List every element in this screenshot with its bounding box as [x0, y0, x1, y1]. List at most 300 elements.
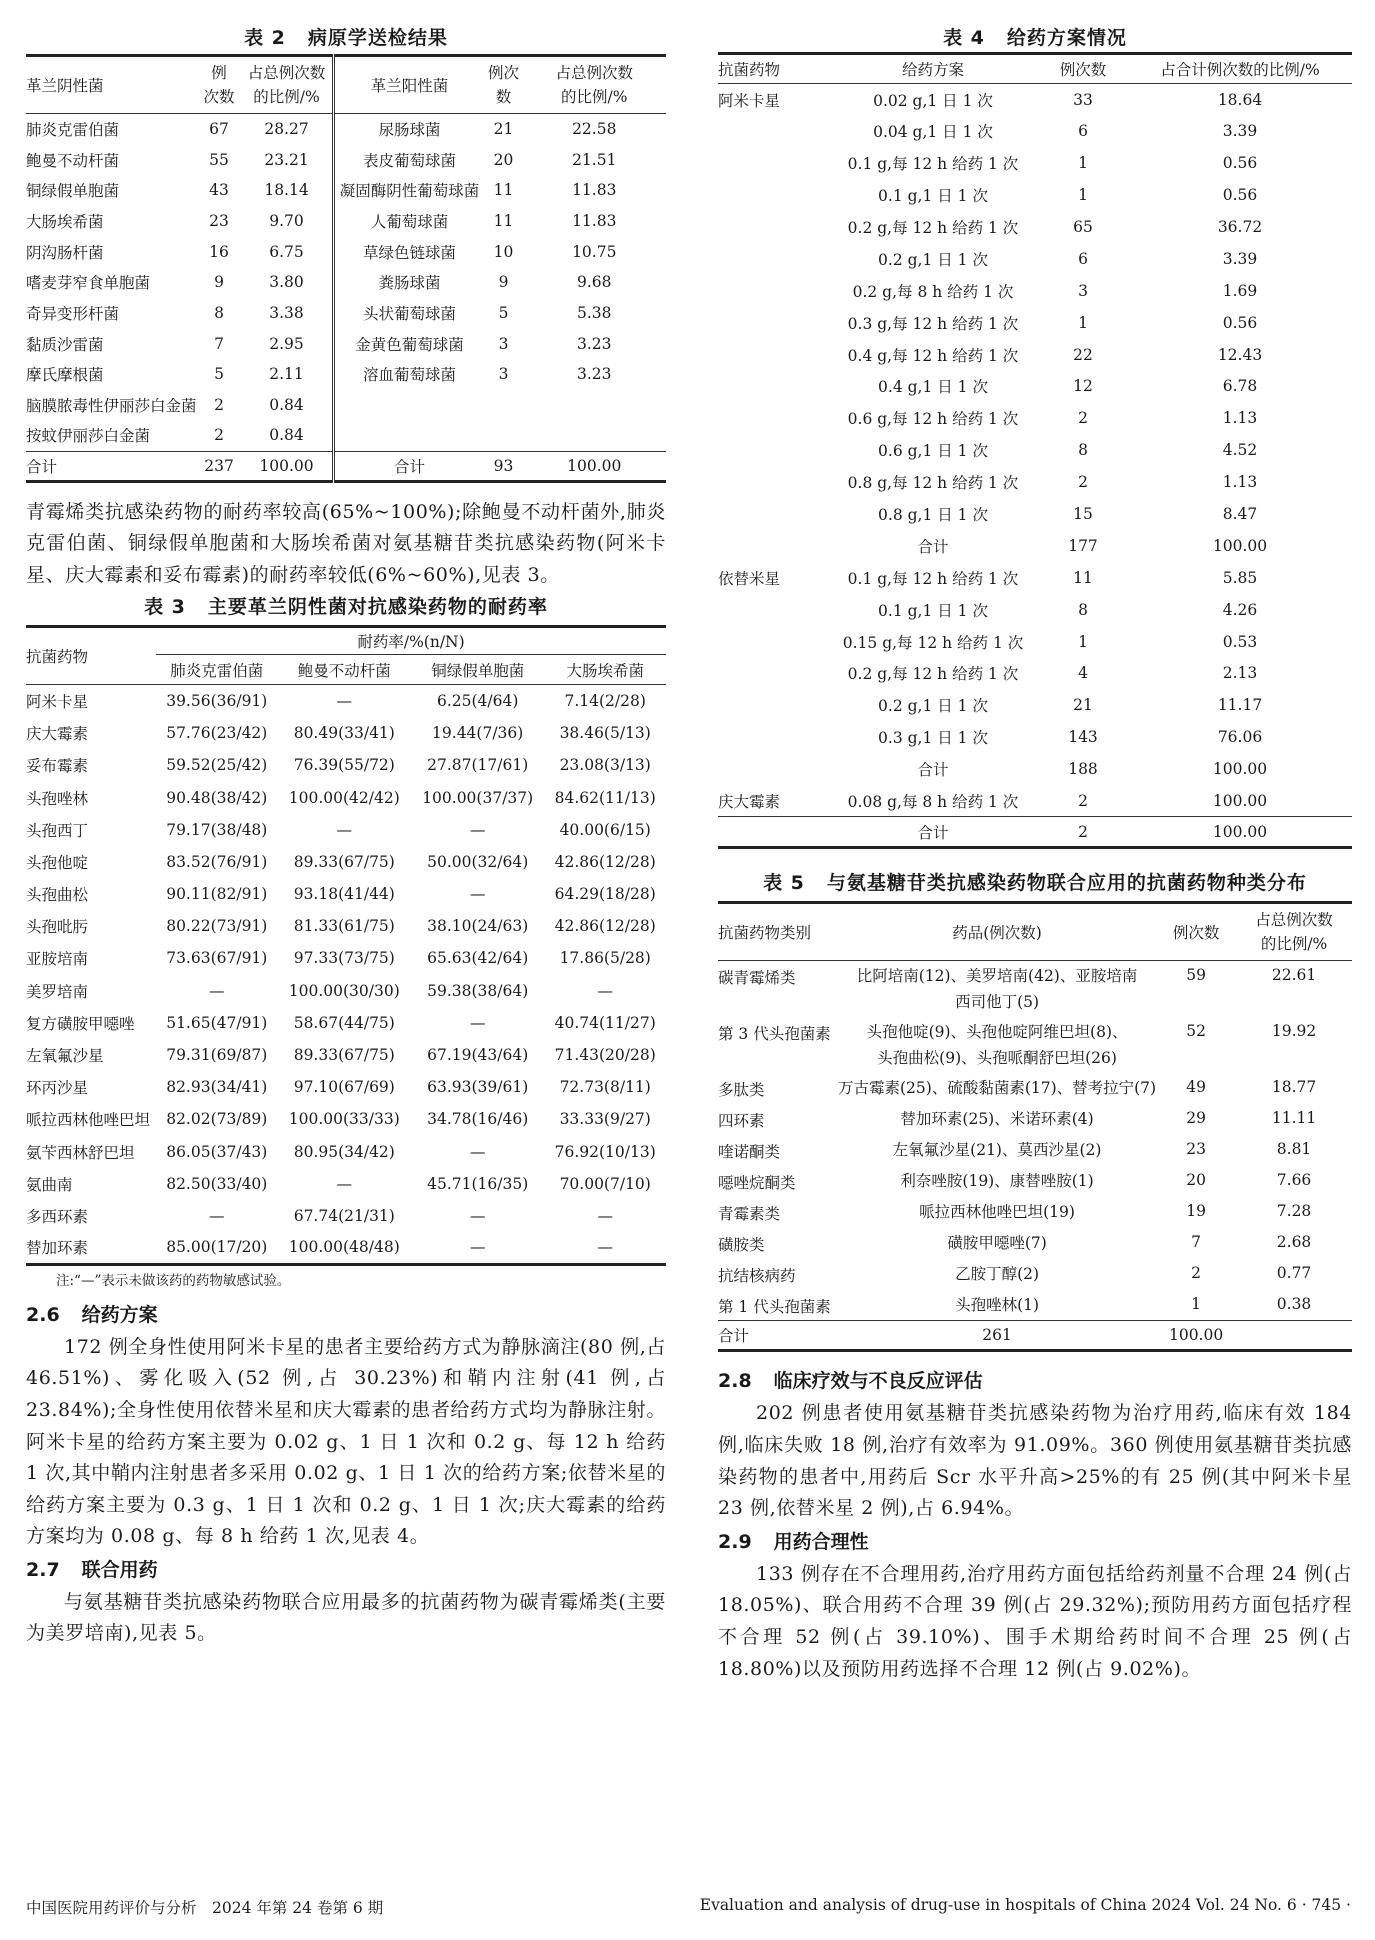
t4-pct: 8.47 — [1222, 505, 1258, 524]
table5-number: 表 5 — [763, 872, 805, 895]
t5-pct: 19.92 — [1271, 1021, 1317, 1040]
t3-rate-cell: 90.11(82/91) — [166, 885, 268, 904]
t2-neg-count: 5 — [214, 365, 224, 384]
t4-plan: 0.2 g,1 日 1 次 — [878, 250, 988, 269]
section-2-8-text: 202 例患者使用氨基糖苷类抗感染药物为治疗用药,临床有效 184 例,临床失败 18 例,治疗有效率为 91.09%。360 例使用氨基糖苷类抗感染药物的患者中,用药后 Scr 水平升高>25%的有 25 例(其中阿米卡星 23 例,依替米星 2 例),占 6.94%。 — [718, 1402, 1352, 1520]
t4-plan: 0.2 g,每 12 h 给药 1 次 — [847, 219, 1019, 237]
t3-rate-cell: 76.39(55/72) — [293, 756, 395, 775]
t3-rate-cell: 89.33(67/75) — [293, 852, 395, 871]
t2-pos-pct — [523, 420, 666, 451]
t3-rate-cell: — — [597, 1206, 613, 1225]
t3-rate-cell: 82.93(34/41) — [166, 1078, 268, 1097]
t2-total-label: 合计 — [26, 457, 58, 476]
t4-drug-name — [718, 753, 828, 785]
table-row — [26, 1200, 666, 1232]
table-row — [26, 1135, 666, 1167]
t5-drugs — [838, 961, 1156, 1017]
t2-total-pos-label: 合计 — [394, 457, 426, 476]
t4-count: 177 — [1068, 536, 1098, 555]
t3-drug-name: 美罗培南 — [26, 982, 89, 1001]
table2-number: 表 2 — [244, 27, 286, 49]
table-row — [26, 359, 666, 390]
t2-neg-name: 脑膜脓毒性伊丽莎白金菌 — [26, 397, 197, 416]
t3-rate-cell: 93.18(41/44) — [293, 885, 395, 904]
t3-rate-cell: 27.87(17/61) — [427, 756, 529, 775]
t2-pos-count: 9 — [498, 273, 509, 292]
t2-pos-pct: 21.51 — [572, 150, 617, 169]
t2-pos-name: 头状葡萄球菌 — [363, 304, 457, 323]
t3-rate-cell: — — [469, 1142, 486, 1161]
t4-plan: 合计 — [917, 761, 949, 780]
t4-plan: 0.1 g,1 日 1 次 — [878, 187, 988, 206]
t5-drug-line: 替加环素(25)、米诺环素(4) — [900, 1109, 1094, 1128]
table-row — [718, 147, 1352, 179]
t2-neg-count: 67 — [209, 120, 229, 139]
t5-drug-line: 利奈唑胺(19)、康替唑胺(1) — [900, 1171, 1094, 1190]
t2-neg-count: 43 — [209, 181, 229, 200]
t4-drug-name — [718, 371, 828, 403]
t5-header-n: 例次数 — [1172, 924, 1220, 943]
t3-rate-cell: 90.48(38/42) — [166, 788, 268, 807]
t3-header-drug: 抗菌药物 — [26, 648, 89, 667]
t4-plan: 0.3 g,1 日 1 次 — [878, 729, 988, 748]
t4-plan: 0.2 g,1 日 1 次 — [878, 697, 988, 716]
t3-rate-cell: 81.33(61/75) — [293, 917, 395, 936]
t2-neg-count: 2 — [214, 426, 224, 445]
t2-pos-count — [485, 420, 523, 451]
t3-rate-cell: 80.95(34/42) — [293, 1142, 395, 1161]
t4-plan: 0.8 g,1 日 1 次 — [878, 506, 988, 525]
t5-category: 碳青霉烯类 — [718, 969, 796, 988]
t3-drug-name: 阿米卡星 — [26, 693, 89, 712]
t3-rate-cell: 51.65(47/91) — [166, 1013, 268, 1032]
t2-pos-name — [333, 420, 485, 451]
t5-count: 19 — [1186, 1201, 1206, 1220]
table-row — [718, 530, 1352, 562]
section-2-8-heading: 2.8 临床疗效与不良反应评估 — [718, 1370, 983, 1393]
t3-rate-cell: 39.56(36/91) — [166, 692, 268, 711]
table-row — [718, 1073, 1352, 1104]
t4-header-n: 例次数 — [1059, 61, 1107, 79]
t2-pos-pct: 3.23 — [577, 365, 612, 384]
t5-pct: 8.81 — [1276, 1139, 1312, 1158]
t4-drug-name — [718, 402, 828, 434]
t2-neg-name: 阴沟肠杆菌 — [26, 243, 104, 262]
t3-rate-cell: — — [336, 820, 353, 839]
t2-neg-name: 大肠埃希菌 — [26, 212, 104, 231]
table-row — [718, 1197, 1352, 1228]
t4-count: 6 — [1078, 249, 1088, 268]
t4-count: 2 — [1078, 791, 1088, 810]
t2-header-neg: 革兰阴性菌 — [26, 77, 104, 95]
table-row — [26, 144, 666, 175]
t5-count: 59 — [1186, 966, 1206, 985]
t3-drug-name: 庆大霉素 — [26, 725, 89, 744]
t4-drug-name — [718, 658, 828, 690]
t3-drug-name: 亚胺培南 — [26, 950, 89, 969]
t4-drug-name: 依替米星 — [718, 569, 781, 588]
t3-rate-cell: 59.52(25/42) — [166, 756, 268, 775]
t2-pos-pct: 3.23 — [577, 334, 612, 353]
t2-neg-pct: 0.84 — [242, 420, 334, 451]
t4-plan: 0.15 g,每 12 h 给药 1 次 — [842, 633, 1024, 652]
t3-rate-cell: 80.22(73/91) — [166, 917, 268, 936]
table4-number: 表 4 — [943, 27, 985, 49]
t4-pct: 4.52 — [1222, 441, 1258, 460]
t3-rate-cell: 100.00(37/37) — [422, 788, 534, 807]
t3-rate-cell: 82.02(73/89) — [166, 1110, 268, 1129]
t5-drug-line: 磺胺甲噁唑(7) — [947, 1233, 1047, 1252]
t4-pct: 100.00 — [1212, 760, 1268, 779]
t5-total-label: 合计 — [718, 1327, 750, 1346]
table-row — [26, 942, 666, 974]
t2-neg-count: 8 — [214, 303, 224, 322]
t5-pct: 18.77 — [1271, 1077, 1317, 1096]
t2-pos-pct: 22.58 — [572, 120, 617, 139]
table-row — [26, 328, 666, 359]
t4-total-label: 合计 — [917, 823, 949, 842]
t3-rate-cell: — — [209, 1206, 225, 1225]
table-row — [718, 1104, 1352, 1135]
t2-pos-count: 3 — [498, 334, 509, 353]
t2-pos-pct — [523, 390, 666, 421]
t2-neg-name: 鲍曼不动杆菌 — [26, 151, 120, 170]
t3-rate-cell: 65.63(42/64) — [427, 949, 529, 968]
t2-pos-name: 金黄色葡萄球菌 — [355, 335, 464, 354]
t4-pct: 3.39 — [1222, 249, 1258, 268]
t3-drug-name: 氨曲南 — [26, 1175, 73, 1194]
t5-pct: 0.38 — [1276, 1294, 1312, 1313]
t4-pct: 6.78 — [1222, 377, 1258, 396]
table3-note: 注:“—”表示未做该药的药物敏感试验。 — [56, 1272, 291, 1289]
t2-neg-count: 23 — [209, 211, 229, 230]
table4 — [718, 52, 1352, 849]
t5-drug-line: 头孢曲松(9)、头孢哌酮舒巴坦(26) — [877, 1048, 1117, 1067]
table-row — [718, 179, 1352, 211]
t2-pos-count: 21 — [493, 120, 514, 139]
t3-rate-cell: — — [469, 820, 486, 839]
t5-header-drugs: 药品(例次数) — [952, 924, 1042, 943]
t4-pct: 3.39 — [1222, 122, 1258, 141]
t4-count: 21 — [1073, 696, 1093, 715]
t4-drug-name — [718, 466, 828, 498]
table-row — [718, 1017, 1352, 1073]
t2-pos-count — [485, 390, 523, 421]
t4-count: 188 — [1068, 760, 1098, 779]
t4-drug-name — [718, 721, 828, 753]
t4-total-n: 2 — [1078, 822, 1088, 841]
t4-pct: 0.56 — [1222, 186, 1258, 205]
t4-drug-name — [718, 147, 828, 179]
t5-total-pct: 100.00 — [1168, 1326, 1224, 1345]
section-2-7-text: 与氨基糖苷类抗感染药物联合应用最多的抗菌药物为碳青霉烯类(主要为美罗培南),见表 5。 — [26, 1590, 666, 1645]
table-row — [718, 402, 1352, 434]
t5-drug-line: 头孢他啶(9)、头孢他啶阿维巴坦(8)、 — [866, 1022, 1128, 1041]
t3-rate-cell: 79.31(69/87) — [166, 1046, 268, 1064]
t3-rate-cell: 58.67(44/75) — [293, 1013, 395, 1032]
t4-pct: 100.00 — [1212, 536, 1268, 555]
section-2-6-text: 172 例全身性使用阿米卡星的患者主要给药方式为静脉滴注(80 例,占 46.51%)、雾化吸入(52 例,占 30.23%)和鞘内注射(41 例,占 23.84%);全身性使用依替米星和庆大霉素的患者给药方式均为静脉注射。阿米卡星的给药方案主要为 0.02 g、1 日 1 次和 0.2 g、每 12 h 给药 1 次,其中鞘内注射患者多采用 0.02 g、1 日 1 次的给药方案;依替米星的给药方案主要为 0.3 g、1 日 1 次和 0.2 g、1 日 1 次;庆大霉素的给药方案均为 0.08 g、每 8 h 给药 1 次,见表 4。 — [26, 1335, 666, 1548]
table-row — [26, 781, 666, 813]
t2-neg-count: 55 — [209, 150, 229, 169]
t5-count: 20 — [1186, 1170, 1206, 1189]
t4-drug-name: 庆大霉素 — [718, 792, 781, 811]
t4-count: 6 — [1078, 122, 1088, 141]
t5-drugs — [838, 1166, 1156, 1197]
t2-pos-name: 溶血葡萄球菌 — [363, 366, 457, 385]
t2-neg-pct: 2.11 — [242, 359, 334, 390]
table-row — [718, 466, 1352, 498]
t2-pos-count: 10 — [493, 242, 514, 261]
t3-drug-name: 多西环素 — [26, 1207, 89, 1226]
t5-category: 喹诺酮类 — [718, 1142, 781, 1161]
t4-pct: 18.64 — [1217, 90, 1263, 109]
table-row — [718, 626, 1352, 658]
t5-total-n: 261 — [982, 1326, 1012, 1345]
t4-count: 22 — [1073, 345, 1093, 364]
table-row — [26, 846, 666, 878]
table-row — [718, 1166, 1352, 1197]
t5-drugs — [838, 1017, 1156, 1073]
t5-pct: 0.77 — [1276, 1263, 1312, 1282]
t3-drug-name: 环丙沙星 — [26, 1079, 89, 1098]
t4-plan: 0.02 g,1 日 1 次 — [873, 91, 993, 110]
table-row — [718, 115, 1352, 147]
t5-category: 青霉素类 — [718, 1204, 781, 1223]
table3 — [26, 625, 666, 1265]
t4-drug-name — [718, 626, 828, 658]
t2-total-neg-n: 237 — [204, 456, 234, 475]
t4-total-row — [718, 817, 1352, 848]
t2-neg-pct: 28.27 — [242, 114, 334, 145]
t3-drug-name: 头孢西丁 — [26, 821, 89, 840]
t2-header-neg-pct: 占总例次数 的比例/% — [242, 56, 334, 114]
t4-pct: 0.56 — [1222, 154, 1258, 173]
t3-rate-cell: 85.00(17/20) — [166, 1238, 268, 1257]
t3-drug-name: 氨苄西林舒巴坦 — [26, 1143, 135, 1162]
t5-drug-line: 头孢唑林(1) — [955, 1295, 1040, 1314]
t5-drugs — [838, 1228, 1156, 1259]
table3-title: 主要革兰阴性菌对抗感染药物的耐药率 — [207, 596, 548, 619]
table3-number: 表 3 — [144, 596, 186, 619]
t4-plan: 0.1 g,每 12 h 给药 1 次 — [847, 155, 1019, 174]
t2-neg-pct: 9.70 — [242, 206, 334, 237]
t4-drug-name — [718, 243, 828, 275]
t3-rate-cell: 33.33(9/27) — [559, 1110, 651, 1129]
t5-category: 多肽类 — [718, 1080, 765, 1099]
t3-rate-cell: 59.38(38/64) — [427, 981, 529, 1000]
right-column — [718, 0, 1352, 1685]
t4-count: 2 — [1078, 409, 1088, 428]
t4-count: 2 — [1078, 473, 1088, 492]
t2-pos-pct: 11.83 — [572, 211, 617, 230]
t4-count: 3 — [1078, 281, 1088, 300]
table-row — [718, 721, 1352, 753]
t2-neg-count: 7 — [214, 334, 224, 353]
table-row — [26, 114, 666, 145]
t3-rate-cell: 7.14(2/28) — [564, 692, 646, 711]
t3-drug-name: 头孢他啶 — [26, 853, 89, 872]
t4-count: 1 — [1078, 154, 1088, 173]
t2-pos-count: 11 — [493, 211, 514, 230]
t3-rate-cell: 72.73(8/11) — [559, 1078, 651, 1097]
t4-plan: 0.6 g,1 日 1 次 — [878, 442, 988, 461]
t3-rate-cell: 40.74(11/27) — [554, 1013, 656, 1032]
t4-plan: 0.4 g,1 日 1 次 — [878, 378, 988, 397]
footer-journal-en: Evaluation and analysis of drug-use in hospitals of China 2024 Vol. 24 No. 6 · 745 · — [699, 1896, 1351, 1914]
t2-neg-name: 奇异变形杆菌 — [26, 304, 120, 323]
table-row — [718, 211, 1352, 243]
t2-pos-count: 20 — [493, 150, 514, 169]
t3-column-header: 肺炎克雷伯菌 — [170, 661, 264, 680]
t4-count: 33 — [1073, 90, 1093, 109]
table-row — [718, 785, 1352, 817]
t3-rate-cell: 97.33(73/75) — [293, 949, 395, 968]
t3-drug-name: 头孢吡肟 — [26, 918, 89, 937]
t2-neg-count: 16 — [209, 242, 229, 261]
t5-count: 7 — [1191, 1232, 1202, 1251]
t4-count: 8 — [1078, 600, 1088, 619]
t2-neg-pct: 0.84 — [242, 390, 334, 421]
table5-caption — [718, 869, 1352, 897]
t4-pct: 36.72 — [1217, 218, 1263, 236]
t4-plan: 0.6 g,每 12 h 给药 1 次 — [847, 410, 1019, 429]
t3-drug-name: 头孢唑林 — [26, 789, 89, 808]
t5-drugs — [838, 1290, 1156, 1321]
table-row — [26, 1039, 666, 1071]
t4-count: 8 — [1078, 441, 1088, 460]
t3-rate-cell: — — [597, 981, 613, 1000]
t3-rate-cell: 42.86(12/28) — [554, 852, 656, 871]
table-row — [26, 878, 666, 910]
t4-count: 12 — [1073, 377, 1093, 396]
t2-neg-pct: 6.75 — [242, 236, 334, 267]
t4-plan: 0.2 g,每 8 h 给药 1 次 — [852, 282, 1014, 301]
t4-count: 1 — [1078, 186, 1088, 205]
t2-neg-name: 按蚊伊丽莎白金菌 — [26, 427, 151, 446]
t5-count: 29 — [1186, 1108, 1206, 1127]
section-2-6-heading: 2.6 给药方案 — [26, 1303, 158, 1326]
t3-rate-cell: 83.52(76/91) — [166, 852, 268, 871]
t2-neg-count: 2 — [214, 396, 224, 415]
table-row — [26, 175, 666, 206]
table-row — [26, 1168, 666, 1200]
t3-drug-name: 妥布霉素 — [26, 757, 89, 776]
t2-header-neg-count: 例 次数 — [203, 64, 235, 106]
t5-pct: 7.28 — [1276, 1201, 1312, 1220]
t2-pos-pct: 9.68 — [577, 273, 612, 292]
t5-category: 第 1 代头孢菌素 — [718, 1297, 831, 1316]
t4-drug-name — [718, 530, 828, 562]
t3-drug-name: 哌拉西林他唑巴坦 — [26, 1111, 151, 1130]
t2-neg-name: 黏质沙雷菌 — [26, 335, 104, 354]
t3-rate-cell: 70.00(7/10) — [559, 1174, 651, 1193]
t2-pos-pct: 10.75 — [572, 242, 617, 261]
table-row — [26, 1007, 666, 1039]
table5 — [718, 901, 1352, 1352]
t3-header-group: 耐药率/%(n/N) — [156, 627, 666, 655]
table2 — [26, 54, 666, 483]
t4-plan: 0.1 g,每 12 h 给药 1 次 — [847, 569, 1019, 588]
t4-pct: 100.00 — [1212, 791, 1268, 810]
t2-pos-name: 人葡萄球菌 — [370, 212, 449, 231]
t2-pos-name: 草绿色链球菌 — [363, 243, 457, 262]
t3-column-header: 铜绿假单胞菌 — [431, 661, 525, 680]
t2-total-neg-pct: 100.00 — [242, 451, 334, 481]
t3-drug-name: 头孢曲松 — [26, 886, 89, 905]
table-row — [718, 275, 1352, 307]
t4-plan: 0.2 g,每 12 h 给药 1 次 — [847, 665, 1019, 684]
t4-header-plan: 给药方案 — [901, 61, 964, 79]
t5-drug-line: 哌拉西林他唑巴坦(19) — [919, 1202, 1075, 1221]
table-row — [718, 434, 1352, 466]
table-row — [718, 594, 1352, 626]
t2-pos-pct: 11.83 — [572, 181, 617, 200]
t3-rate-cell: 64.29(18/28) — [554, 885, 656, 904]
t3-rate-cell: 79.17(38/48) — [166, 820, 268, 839]
t2-header-pos: 革兰阳性菌 — [370, 77, 449, 95]
t2-pos-count: 3 — [498, 365, 509, 384]
table-row — [26, 1103, 666, 1135]
t2-neg-pct: 23.21 — [242, 144, 334, 175]
t4-drug-name — [718, 594, 828, 626]
table-row — [26, 975, 666, 1007]
t3-rate-cell: 17.86(5/28) — [559, 949, 651, 968]
t2-neg-name: 摩氏摩根菌 — [26, 366, 104, 385]
t3-drug-name: 左氧氟沙星 — [26, 1047, 104, 1065]
table-row — [718, 307, 1352, 339]
t4-pct: 11.17 — [1217, 696, 1263, 715]
t5-drug-line: 万古霉素(25)、硫酸黏菌素(17)、替考拉宁(7) — [838, 1078, 1157, 1097]
t3-rate-cell: 45.71(16/35) — [427, 1174, 529, 1193]
t5-drugs — [838, 1197, 1156, 1228]
t4-pct: 76.06 — [1217, 728, 1263, 747]
t3-column-header: 鲍曼不动杆菌 — [297, 661, 391, 680]
t4-pct: 4.26 — [1222, 600, 1258, 619]
t5-pct: 7.66 — [1276, 1170, 1312, 1189]
t3-rate-cell: 34.78(16/46) — [427, 1110, 529, 1129]
t4-drug-name — [718, 179, 828, 211]
t2-header-pos-count: 例次 数 — [488, 64, 520, 106]
table-row — [26, 298, 666, 329]
t5-total-row — [718, 1321, 1352, 1351]
t5-count: 1 — [1191, 1294, 1202, 1313]
t5-drugs — [838, 1073, 1156, 1104]
t2-neg-pct: 18.14 — [242, 175, 334, 206]
t4-pct: 1.69 — [1222, 281, 1258, 300]
t3-rate-cell: 38.46(5/13) — [559, 724, 651, 743]
table2-caption — [26, 24, 666, 52]
table-row — [718, 658, 1352, 690]
table-row — [26, 206, 666, 237]
t4-count: 1 — [1078, 313, 1088, 332]
t5-category: 第 3 代头孢菌素 — [718, 1024, 831, 1043]
t5-category: 四环素 — [718, 1111, 765, 1130]
t3-rate-cell: 38.10(24/63) — [427, 917, 529, 936]
section-2-7-heading: 2.7 联合用药 — [26, 1558, 158, 1581]
t2-neg-pct: 2.95 — [242, 328, 334, 359]
t3-rate-cell: — — [597, 1238, 613, 1257]
t4-plan: 0.1 g,1 日 1 次 — [878, 601, 988, 620]
t3-rate-cell: 97.10(67/69) — [293, 1078, 395, 1097]
t5-count: 23 — [1186, 1139, 1206, 1158]
t3-rate-cell: 50.00(32/64) — [427, 852, 529, 871]
t3-rate-cell: 100.00(48/48) — [288, 1238, 400, 1257]
t4-header-pct: 占合计例次数的比例/% — [1160, 61, 1320, 79]
t5-count: 49 — [1186, 1077, 1206, 1096]
t5-drug-line: 比阿培南(12)、美罗培南(42)、亚胺培南 — [856, 967, 1138, 986]
footer-journal-cn: 中国医院用药评价与分析 2024 年第 24 卷第 6 期 — [26, 1899, 384, 1917]
